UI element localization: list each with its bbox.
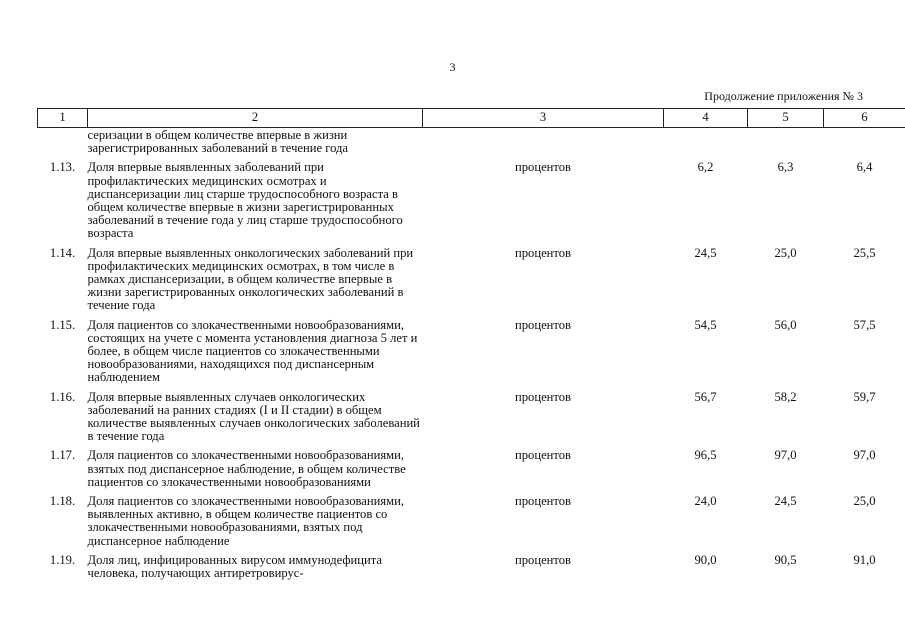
row-value-3: 97,0: [853, 448, 876, 463]
row-value-2: 90,5: [774, 552, 797, 567]
row-value-3: 25,0: [853, 494, 876, 509]
row-value-2: 25,0: [774, 245, 797, 260]
row-number: 1.15.: [49, 317, 76, 332]
row-unit: процентов: [515, 448, 571, 463]
row-unit: процентов: [515, 552, 571, 567]
header-col-6: 6: [824, 109, 905, 128]
header-col-2: 2: [88, 109, 423, 128]
table-row: [38, 443, 905, 489]
row-value-1: 90,0: [694, 552, 717, 567]
row-number: 1.16.: [49, 389, 76, 404]
row-value-3: 59,7: [853, 389, 876, 404]
row-number: 1.13.: [49, 160, 76, 175]
header-row: [38, 109, 905, 128]
row-value-2: 24,5: [774, 494, 797, 509]
table-row: [38, 313, 905, 385]
row-description: Доля пациентов со злокачественными новообразованиями, состоящих на учете с момента установления диагноза 5 лет и более, в общем числе пациентов со злокачественными новообразованиями, находящихся под диспансерным наблюдением: [87, 317, 418, 385]
continuation-label: Продолжение приложения № 3: [704, 89, 863, 103]
row-value-2: 58,2: [774, 389, 797, 404]
table-row: [38, 385, 905, 444]
row-number: 1.17.: [49, 448, 76, 463]
row-description: Доля пациентов со злокачественными новообразованиями, взятых под диспансерное наблюдение, в общем количестве пациентов со злокачественными новообразованиями: [87, 448, 406, 489]
row-description: Доля впервые выявленных онкологических заболеваний при профилактических медицинских осмотрах, в том числе в рамках диспансеризации, в общем количестве впервые в жизни зарегистрированных онкологических заболеваний в течение года: [87, 245, 414, 313]
indicators-table: [37, 108, 905, 580]
page-number: 3: [449, 60, 456, 74]
row-number: 1.19.: [49, 552, 76, 567]
row-description: Доля лиц, инфицированных вирусом иммунодефицита человека, получающих антиретровирус-: [87, 552, 383, 581]
row-description: Доля пациентов со злокачественными новообразованиями, выявленных активно, в общем количестве пациентов со злокачественными новообразованиями, взятых под диспансерное наблюдение: [87, 494, 404, 548]
continuation-row: [38, 128, 905, 156]
row-unit: процентов: [515, 245, 571, 260]
table-row: [38, 241, 905, 313]
row-description: Доля впервые выявленных случаев онкологических заболеваний на ранних стадиях (I и II стадии) в общем количестве выявленных случаев онкологических заболеваний в течение года: [87, 389, 420, 444]
table-row: [38, 548, 905, 580]
row-value-1: 96,5: [694, 448, 717, 463]
row-value-1: 6,2: [697, 160, 714, 175]
row-value-1: 56,7: [694, 389, 717, 404]
row-unit: процентов: [515, 389, 571, 404]
header-col-5: 5: [748, 109, 824, 128]
header-col-3: 3: [423, 109, 664, 128]
row-value-2: 97,0: [774, 448, 797, 463]
row-unit: процентов: [515, 160, 571, 175]
row-unit: процентов: [515, 317, 571, 332]
table-row: [38, 489, 905, 548]
row-value-2: 6,3: [777, 160, 794, 175]
row-value-1: 24,0: [694, 494, 717, 509]
row-value-3: 57,5: [853, 317, 876, 332]
row-value-1: 54,5: [694, 317, 717, 332]
row-value-3: 25,5: [853, 245, 876, 260]
row-value-1: 24,5: [694, 245, 717, 260]
row-number: 1.14.: [49, 245, 76, 260]
row-number: 1.18.: [49, 494, 76, 509]
continuation-text: серизации в общем количестве впервые в жизни зарегистрированных заболеваний в течение года: [87, 128, 349, 156]
table-row: [38, 155, 905, 240]
header-col-1: 1: [38, 109, 88, 128]
row-value-2: 56,0: [774, 317, 797, 332]
row-value-3: 91,0: [853, 552, 876, 567]
row-value-3: 6,4: [856, 160, 873, 175]
row-description: Доля впервые выявленных заболеваний при профилактических медицинских осмотрах и диспансеризации лиц старше трудоспособного возраста в общем количестве впервые в жизни зарегистрированных заболеваний в течение года у лиц старше трудоспособного возраста: [87, 160, 403, 241]
row-unit: процентов: [515, 494, 571, 509]
header-col-4: 4: [664, 109, 748, 128]
